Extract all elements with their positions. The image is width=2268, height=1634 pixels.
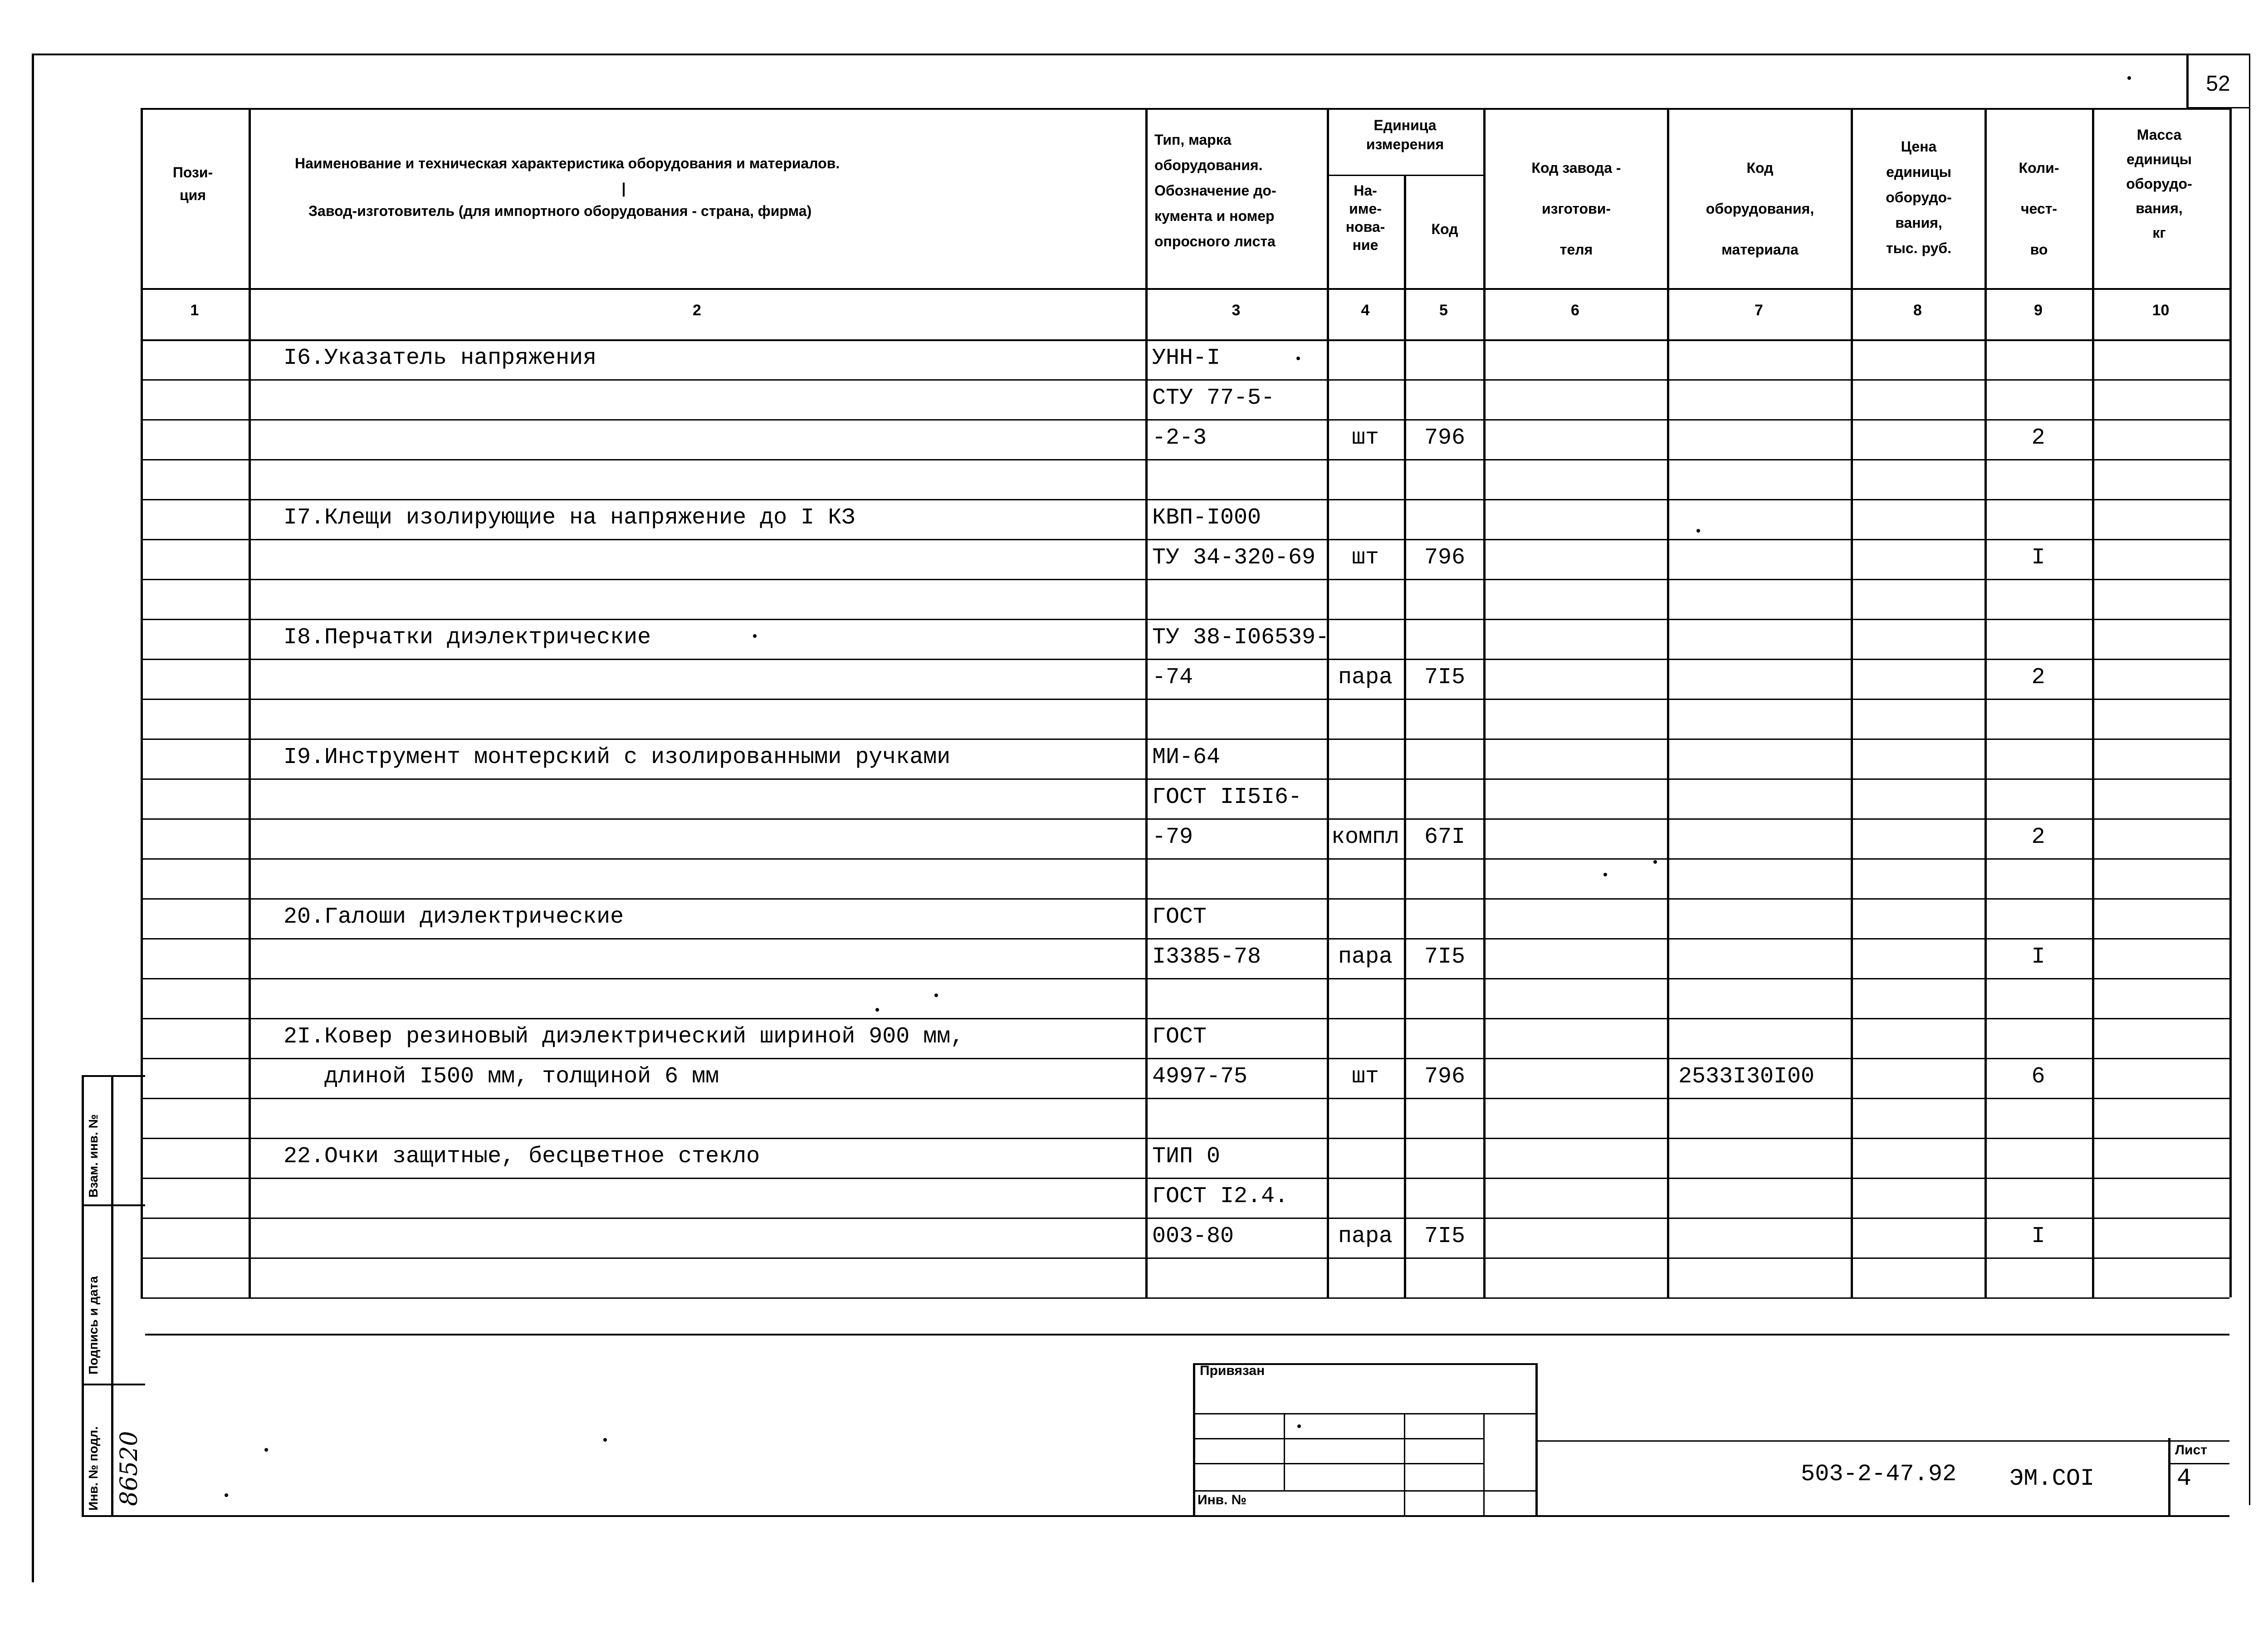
- table-row-line: [141, 778, 2229, 780]
- table-column-line: [1483, 108, 1486, 1297]
- row-unit-name: компл: [1331, 824, 1400, 850]
- row-unit-code: 7I5: [1424, 665, 1465, 690]
- header-name-tick: |: [621, 180, 626, 196]
- table-row-line: [141, 619, 2229, 620]
- row-type-designation: ГОСТ: [1152, 1024, 1207, 1050]
- stamp-box-right: [1535, 1363, 1538, 1515]
- speck: [753, 634, 757, 638]
- table-column-line: [1667, 108, 1669, 1297]
- column-number: 4: [1361, 302, 1370, 319]
- header-name-line2: Завод-изготовитель (для импортного оборудования - страна, фирма): [308, 203, 812, 219]
- table-row-line: [141, 379, 2229, 381]
- speck: [875, 1008, 879, 1012]
- header-unit-name: На- име- нова- ние: [1345, 182, 1385, 253]
- list-number: 4: [2176, 1465, 2192, 1492]
- row-quantity: 6: [2031, 1064, 2045, 1090]
- side-stamp-top: [82, 1075, 145, 1077]
- table-row-line: [141, 659, 2229, 660]
- row-type-designation: 4997-75: [1152, 1064, 1248, 1090]
- row-type-designation: ТИП 0: [1152, 1144, 1221, 1169]
- table-row-line: [141, 1058, 2229, 1059]
- row-unit-name: шт: [1351, 545, 1379, 571]
- side-podpis-data: Подпись и дата: [86, 1276, 100, 1375]
- stamp-box-row1: [1193, 1413, 1538, 1414]
- speck: [1297, 1424, 1301, 1428]
- side-stamp-div2: [82, 1384, 145, 1385]
- header-unit-code: Код: [1431, 221, 1458, 237]
- column-number: 3: [1232, 302, 1241, 319]
- stamp-box-col3: [1483, 1413, 1485, 1515]
- table-row-line: [141, 579, 2229, 580]
- table-column-line: [141, 108, 143, 1297]
- column-number: 8: [1913, 302, 1922, 319]
- speck: [2127, 76, 2131, 80]
- row-name: 20.Галоши диэлектрические: [284, 904, 624, 930]
- stamp-top-line: [145, 1334, 2229, 1336]
- column-number: 1: [190, 302, 199, 319]
- row-type-designation: ТУ 34-320-69: [1152, 545, 1316, 571]
- row-unit-name: пара: [1338, 1223, 1393, 1249]
- list-box-mid: [2168, 1463, 2229, 1464]
- stamp-box-col1: [1284, 1413, 1285, 1490]
- row-type-designation: ГОСТ I2.4.: [1152, 1184, 1289, 1209]
- table-row-line: [141, 818, 2229, 820]
- row-unit-name: шт: [1351, 1064, 1379, 1090]
- table-row-line: [141, 459, 2229, 460]
- stamp-box-row2: [1193, 1438, 1483, 1439]
- header-name-line1: Наименование и техническая характеристика оборудования и материалов.: [295, 155, 840, 171]
- side-stamp-left: [82, 1075, 84, 1515]
- side-vzam-inv: Взам. инв. №: [86, 1114, 100, 1198]
- table-row-line: [141, 419, 2229, 421]
- table-row-line: [141, 1178, 2229, 1179]
- colnum-bottom-line: [141, 339, 2229, 341]
- stamp-privyazan: Привязан: [1200, 1363, 1265, 1378]
- row-quantity: I: [2031, 545, 2045, 571]
- speck: [225, 1493, 228, 1497]
- table-row-line: [141, 978, 2229, 979]
- header-position: Пози- ция: [172, 164, 213, 203]
- list-label: Лист: [2175, 1443, 2207, 1458]
- stamp-bottom-line: [82, 1515, 2229, 1517]
- row-type-designation: I3385-78: [1152, 944, 1261, 970]
- row-name: 2I.Ковер резиновый диэлектрический шириной 900 мм,: [284, 1024, 964, 1050]
- header-bottom-line: [141, 288, 2229, 290]
- row-name: длиной I500 мм, толщиной 6 мм: [284, 1064, 719, 1090]
- row-unit-name: пара: [1338, 665, 1393, 690]
- side-stamp-div1: [82, 1204, 145, 1206]
- row-name: I6.Указатель напряжения: [284, 345, 597, 371]
- table-row-line: [141, 938, 2229, 939]
- row-type-designation: -2-3: [1152, 425, 1207, 451]
- side-inv-podl: Инв. № подл.: [86, 1426, 100, 1511]
- row-quantity: I: [2031, 1223, 2045, 1249]
- stamp-box-row4: [1193, 1490, 1538, 1492]
- row-quantity: 2: [2031, 665, 2045, 690]
- row-name: I7.Клещи изолирующие на напряжение до I КЗ: [284, 505, 855, 531]
- row-name: 22.Очки защитные, бесцветное стекло: [284, 1144, 760, 1169]
- speck: [1603, 873, 1607, 876]
- row-type-designation: 003-80: [1152, 1223, 1234, 1249]
- row-unit-name: шт: [1351, 425, 1379, 451]
- row-unit-code: 67I: [1424, 824, 1465, 850]
- table-column-line: [1327, 108, 1329, 1297]
- table-column-line: [249, 108, 251, 1297]
- row-quantity: 2: [2031, 824, 2045, 850]
- table-column-line: [1984, 108, 1987, 1297]
- table-column-line: [2229, 108, 2232, 1297]
- row-type-designation: -74: [1152, 665, 1193, 690]
- stamp-box-col2: [1404, 1413, 1405, 1515]
- table-row-line: [141, 1138, 2229, 1139]
- frame-right: [2249, 54, 2250, 1505]
- document-code: ЭМ.СОI: [2009, 1465, 2095, 1492]
- row-type-designation: ТУ 38-I06539-: [1152, 625, 1330, 651]
- row-type-designation: СТУ 77-5-: [1152, 385, 1275, 411]
- row-quantity: 2: [2031, 425, 2045, 451]
- side-stamp-mid: [111, 1075, 113, 1515]
- row-unit-code: 796: [1424, 545, 1465, 571]
- column-number: 9: [2034, 302, 2043, 319]
- header-quantity: Коли- чест- во: [2019, 160, 2059, 258]
- row-equipment-code: 2533I30I00: [1678, 1064, 1815, 1090]
- frame-left: [32, 54, 34, 1582]
- table-row-line: [141, 1098, 2229, 1099]
- stamp-box-row3: [1193, 1463, 1483, 1464]
- row-type-designation: ГОСТ II5I6-: [1152, 784, 1302, 810]
- sheet-number-box-left: [2186, 54, 2189, 107]
- side-handwritten-number: 86520: [116, 1431, 143, 1506]
- row-unit-code: 796: [1424, 1064, 1465, 1090]
- table-row-line: [141, 699, 2229, 700]
- row-unit-code: 7I5: [1424, 1223, 1465, 1249]
- header-type: Тип, марка оборудования. Обозначение до- кумента и номер опросного листа: [1154, 132, 1276, 250]
- table-column-line: [1145, 108, 1148, 1297]
- header-equipment-code: Код оборудования, материала: [1706, 160, 1814, 258]
- row-unit-code: 7I5: [1424, 944, 1465, 970]
- row-type-designation: МИ-64: [1152, 744, 1221, 770]
- column-number: 5: [1439, 302, 1448, 319]
- column-number: 10: [2152, 302, 2170, 319]
- sheet-number-top: 52: [2206, 72, 2230, 96]
- document-number: 503-2-47.92: [1801, 1461, 1957, 1487]
- table-row-line: [141, 1018, 2229, 1019]
- row-type-designation: УНН-I: [1152, 345, 1221, 371]
- column-number: 2: [693, 302, 701, 319]
- column-number: 6: [1571, 302, 1579, 319]
- table-row-line: [141, 739, 2229, 740]
- row-type-designation: ГОСТ: [1152, 904, 1207, 930]
- column-number: 7: [1755, 302, 1763, 319]
- row-name: I8.Перчатки диэлектрические: [284, 625, 651, 651]
- speck: [1296, 357, 1300, 360]
- header-unit-group: Единица измерения: [1366, 117, 1444, 152]
- row-unit-code: 796: [1424, 425, 1465, 451]
- table-row-line: [141, 499, 2229, 500]
- row-unit-name: пара: [1338, 944, 1393, 970]
- speck: [934, 993, 938, 997]
- table-column-line: [1851, 108, 1853, 1297]
- table-row-line: [141, 1297, 2229, 1299]
- table-row-line: [141, 1218, 2229, 1219]
- table-row-line: [141, 858, 2229, 860]
- frame-top: [32, 54, 2250, 55]
- table-row-line: [141, 1257, 2229, 1259]
- speck: [603, 1438, 607, 1442]
- row-quantity: I: [2031, 944, 2045, 970]
- table-column-line: [1404, 175, 1406, 1297]
- row-type-designation: КВП-I000: [1152, 505, 1261, 531]
- table-row-line: [141, 539, 2229, 540]
- speck: [264, 1448, 268, 1452]
- header-unit-mass: Масса единицы оборудо- вания, кг: [2126, 127, 2192, 241]
- row-name: I9.Инструмент монтерский с изолированными ручками: [284, 744, 951, 770]
- stamp-inv-no: Инв. №: [1198, 1492, 1247, 1507]
- stamp-doc-line: [1535, 1440, 2229, 1442]
- table-row-line: [141, 898, 2229, 900]
- speck: [1653, 860, 1657, 864]
- table-column-line: [2092, 108, 2094, 1297]
- header-plant-code: Код завода - изготови- теля: [1531, 160, 1621, 258]
- speck: [1696, 529, 1700, 533]
- header-unit-price: Цена единицы оборудо- вания, тыс. руб.: [1886, 138, 1952, 256]
- table-top-line: [141, 108, 2229, 110]
- row-type-designation: -79: [1152, 824, 1193, 850]
